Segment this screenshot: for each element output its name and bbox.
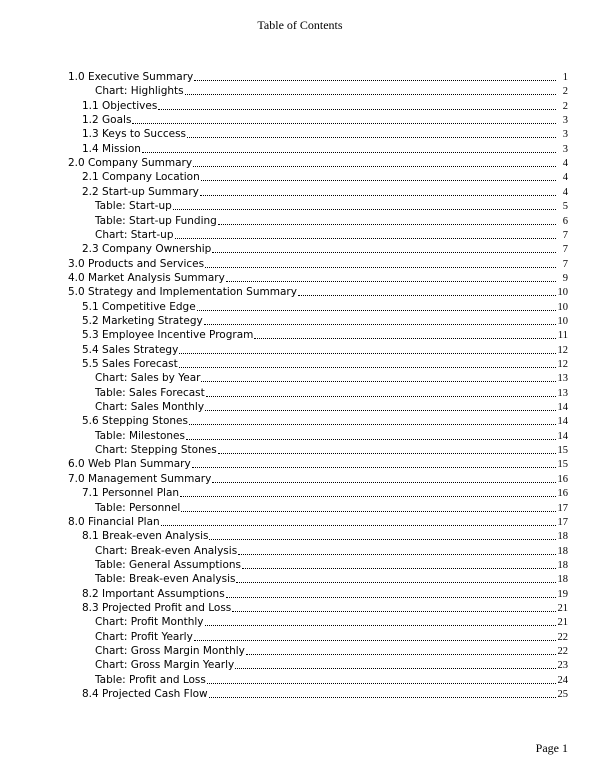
toc-entry-page: 13 [557,373,568,385]
toc-entry-label: 1.4 Mission [82,142,141,155]
dot-leader [142,152,556,153]
toc-entry[interactable] [0,343,600,357]
dot-leader [197,310,556,311]
dot-leader [161,525,556,526]
toc-entry[interactable] [0,601,600,615]
toc-entry[interactable] [0,84,600,98]
toc-entry-label: Chart: Start-up [95,228,174,241]
toc-entry-page: 10 [557,315,568,327]
toc-entry[interactable] [0,644,600,658]
toc-entry-page: 14 [557,416,568,428]
toc-entry[interactable] [0,170,600,184]
toc-entry-label: 2.1 Company Location [82,171,200,184]
toc-entry-page: 7 [562,229,568,241]
dot-leader [226,597,556,598]
toc-entry[interactable] [0,127,600,141]
toc-entry[interactable] [0,228,600,242]
toc-entry-label: 3.0 Products and Services [68,257,205,270]
dot-leader [173,209,556,210]
dot-leader [180,496,555,497]
toc-entry[interactable] [0,658,600,672]
dot-leader [242,568,555,569]
dot-leader [200,195,556,196]
toc-entry-page: 17 [557,502,568,514]
toc-entry-page: 3 [562,143,568,155]
toc-entry-label: Table: Sales Forecast [95,386,205,399]
toc-entry-page: 22 [557,631,568,643]
toc-entry[interactable] [0,386,600,400]
page-number-footer: Page 1 [535,741,568,755]
toc-entry-page: 18 [557,574,568,586]
toc-entry-label: Table: Break-even Analysis [95,573,236,586]
toc-entry-label: 2.3 Company Ownership [82,243,212,256]
toc-entry[interactable] [0,558,600,572]
toc-entry-page: 6 [562,215,568,227]
toc-entry[interactable] [0,300,600,314]
toc-entry-page: 4 [562,158,568,170]
toc-entry-page: 18 [557,545,568,557]
dot-leader [254,338,556,339]
toc-entry-label: Table: Start-up [95,200,172,213]
toc-entry-label: Chart: Gross Margin Monthly [95,645,245,657]
toc-entry-page: 7 [562,244,568,256]
toc-entry[interactable] [0,242,600,256]
toc-entry[interactable] [0,443,600,457]
dot-leader [201,180,556,181]
toc-entry-label: 5.5 Sales Forecast [82,358,178,370]
toc-entry[interactable] [0,544,600,558]
toc-entry-page: 21 [557,617,568,629]
toc-entry[interactable] [0,357,600,371]
dot-leader [132,123,556,124]
toc-entry-label: 8.1 Break-even Analysis [82,530,209,543]
toc-entry[interactable] [0,400,600,414]
toc-entry[interactable] [0,185,600,199]
dot-leader [212,252,556,253]
toc-entry-page: 18 [557,531,568,543]
dot-leader [246,654,556,655]
toc-entry-page: 13 [557,387,568,399]
toc-entry-label: 2.2 Start-up Summary [82,185,199,198]
toc-entry[interactable] [0,99,600,113]
toc-entry-label: 1.3 Keys to Success [82,128,187,141]
dot-leader [179,367,556,368]
toc-entry-label: Chart: Highlights [95,85,184,98]
dot-leader [205,625,556,626]
dot-leader [212,482,555,483]
toc-entry-page: 5 [562,201,568,213]
toc-entry-label: Chart: Stepping Stones [95,444,217,457]
toc-entry-page: 21 [557,602,568,614]
toc-entry-page: 18 [557,559,568,571]
dot-leader [181,511,555,512]
toc-entry-label: Table: Profit and Loss [95,673,206,686]
toc-entry-label: 8.2 Important Assumptions [82,587,225,600]
toc-entry-label: Table: General Assumptions [95,558,242,571]
toc-entry[interactable] [0,142,600,156]
dot-leader [298,295,556,296]
toc-entry[interactable] [0,314,600,328]
toc-entry-label: 5.0 Strategy and Implementation Summary [68,286,297,299]
toc-entry-page: 15 [557,445,568,457]
toc-entry-page: 17 [557,516,568,528]
toc-entry[interactable] [0,328,600,342]
dot-leader [207,683,556,684]
toc-entry-page: 1 [562,72,568,83]
toc-entry[interactable] [0,457,600,471]
toc-entry-page: 16 [557,488,568,500]
toc-entry[interactable] [0,515,600,529]
dot-leader [158,109,556,110]
toc-entry[interactable] [0,257,600,271]
toc-entry-label: Chart: Profit Yearly [95,630,193,643]
dot-leader [192,467,556,468]
toc-entry[interactable] [0,687,600,701]
dot-leader [238,554,555,555]
toc-entry-page: 3 [562,115,568,127]
dot-leader [232,611,555,612]
dot-leader [175,238,557,239]
toc-entry-page: 4 [562,172,568,184]
dot-leader [218,453,556,454]
dot-leader [194,640,556,641]
dot-leader [204,324,556,325]
toc-entry-label: 5.1 Competitive Edge [82,300,196,313]
dot-leader [206,396,556,397]
toc-entry-label: 8.3 Projected Profit and Loss [82,601,232,614]
toc-entry[interactable] [0,615,600,629]
dot-leader [193,166,556,167]
dot-leader [209,539,555,540]
dot-leader [236,582,555,583]
dot-leader [179,353,555,354]
toc-entry-label: 6.0 Web Plan Summary [68,458,191,471]
toc-entry-label: 7.0 Management Summary [68,472,212,485]
toc-entry-page: 24 [557,674,568,686]
toc-entry[interactable] [0,572,600,586]
toc-entry-label: Table: Milestones [95,429,185,442]
toc-entry-label: 5.3 Employee Incentive Program [82,329,254,342]
toc-entry-label: 1.2 Goals [82,114,132,127]
toc-entry[interactable] [0,156,600,170]
toc-entry[interactable] [0,429,600,443]
toc-entry-page: 16 [557,473,568,485]
dot-leader [226,281,556,282]
toc-entry-label: Chart: Sales by Year [95,372,201,385]
toc-entry[interactable] [0,472,600,486]
toc-entry-label: 4.0 Market Analysis Summary [68,271,225,284]
dot-leader [235,668,555,669]
toc-entry-label: Table: Personnel [95,501,181,514]
toc-entry-page: 10 [557,301,568,313]
dot-leader [189,424,556,425]
toc-entry[interactable] [0,271,600,285]
dot-leader [194,80,556,81]
toc-entry-label: Chart: Break-even Analysis [95,544,238,557]
toc-entry-page: 12 [557,344,568,356]
toc-entry[interactable] [0,529,600,543]
toc-entry-page: 2 [562,100,568,112]
dot-leader [201,381,555,382]
toc-entry-page: 12 [557,359,568,370]
toc-entry-label: Chart: Sales Monthly [95,401,205,414]
page-title: Table of Contents [257,18,343,32]
toc-entry-label: 8.4 Projected Cash Flow [82,688,208,701]
toc-entry-page: 19 [557,588,568,600]
toc-entry[interactable] [0,371,600,385]
toc-entry[interactable] [0,486,600,500]
toc-entry[interactable] [0,501,600,515]
toc-entry-page: 22 [557,646,568,657]
toc-entry-label: 5.4 Sales Strategy [82,343,179,356]
dot-leader [209,697,556,698]
toc-entry-label: Table: Start-up Funding [95,214,217,227]
toc-entry-label: Chart: Gross Margin Yearly [95,659,235,672]
toc-entry-label: Chart: Profit Monthly [95,616,204,629]
toc-entry[interactable] [0,587,600,601]
toc-entry-page: 23 [557,660,568,672]
toc-entry-page: 9 [562,272,568,284]
toc-entry-label: 8.0 Financial Plan [68,515,160,528]
toc-entry-label: 1.0 Executive Summary [68,71,194,83]
dot-leader [205,267,556,268]
toc-entry-page: 4 [562,186,568,198]
toc-entry-page: 11 [557,330,568,342]
toc-entry[interactable] [0,630,600,644]
toc-entry[interactable] [0,70,600,84]
toc-entry-label: 2.0 Company Summary [68,157,193,170]
toc-entry-page: 3 [562,129,568,141]
dot-leader [185,94,556,95]
toc-entry[interactable] [0,214,600,228]
toc-entry-label: 5.6 Stepping Stones [82,415,188,428]
toc-entry-label: 1.1 Objectives [82,99,158,112]
toc-entry-page: 14 [557,430,568,442]
dot-leader [187,137,556,138]
toc-entry-page: 10 [557,287,568,299]
toc-entry[interactable] [0,113,600,127]
toc-entry-page: 15 [557,459,568,471]
toc-entry[interactable] [0,673,600,687]
dot-leader [205,410,555,411]
toc-entry-page: 14 [557,402,568,414]
toc-entry-page: 25 [557,689,568,701]
toc-entry-page: 7 [562,258,568,270]
toc-entry-label: 5.2 Marketing Strategy [82,314,203,327]
toc-entry[interactable] [0,285,600,299]
toc-entry[interactable] [0,199,600,213]
dot-leader [218,224,556,225]
toc-entry-page: 2 [562,86,568,98]
toc-entry[interactable] [0,414,600,428]
toc-entry-label: 7.1 Personnel Plan [82,487,180,500]
dot-leader [186,439,556,440]
